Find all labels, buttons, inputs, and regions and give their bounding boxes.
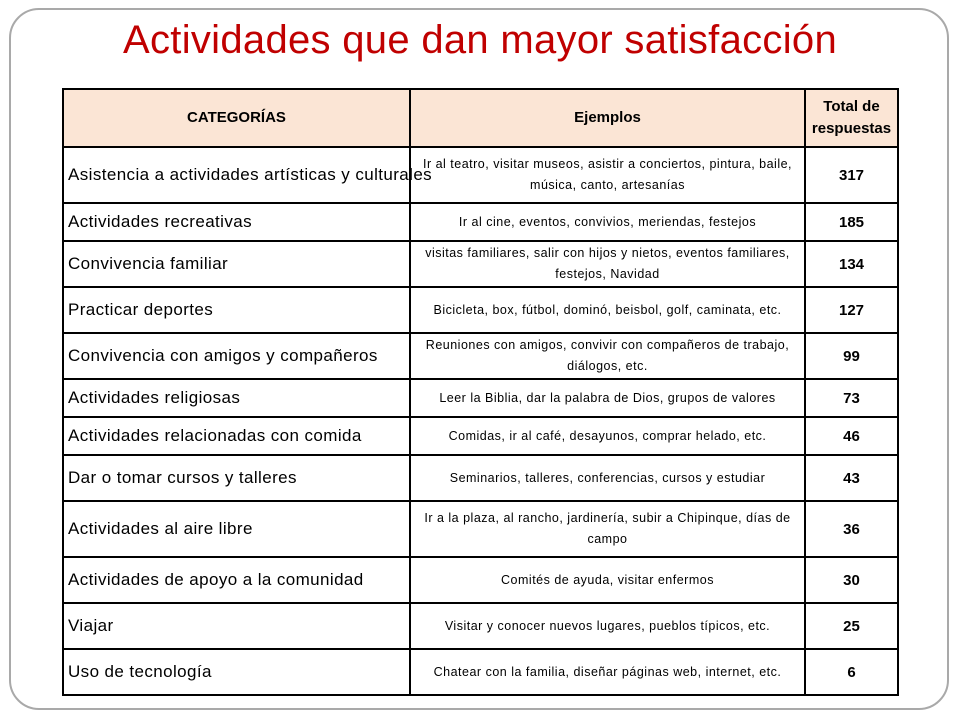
header-total: Total de respuestas [805,89,898,147]
category-cell: Uso de tecnología [63,649,410,695]
examples-cell: visitas familiares, salir con hijos y nietos, eventos familiares, festejos, Navidad [410,241,805,287]
total-cell: 46 [805,417,898,455]
total-cell: 43 [805,455,898,501]
category-cell: Actividades de apoyo a la comunidad [63,557,410,603]
table-row [63,501,898,557]
examples-cell: Ir al teatro, visitar museos, asistir a conciertos, pintura, baile, música, canto, artesanías [410,147,805,203]
activities-table [62,88,899,696]
total-cell: 36 [805,501,898,557]
table-row [63,147,898,203]
table-row [63,379,898,417]
total-cell: 99 [805,333,898,379]
category-cell: Dar o tomar cursos y talleres [63,455,410,501]
category-cell: Actividades religiosas [63,379,410,417]
total-cell: 6 [805,649,898,695]
table-row [63,603,898,649]
total-cell: 317 [805,147,898,203]
table-row [63,417,898,455]
category-cell: Actividades recreativas [63,203,410,241]
examples-cell: Visitar y conocer nuevos lugares, pueblos típicos, etc. [410,603,805,649]
slide-title: Actividades que dan mayor satisfacción [123,18,837,62]
table-row [63,455,898,501]
table-row [63,203,898,241]
examples-cell: Ir al cine, eventos, convivios, meriendas, festejos [410,203,805,241]
total-cell: 127 [805,287,898,333]
table-row [63,557,898,603]
examples-cell: Chatear con la familia, diseñar páginas web, internet, etc. [410,649,805,695]
header-category: CATEGORÍAS [63,89,410,147]
total-cell: 73 [805,379,898,417]
category-cell: Practicar deportes [63,287,410,333]
table-row [63,333,898,379]
examples-cell: Reuniones con amigos, convivir con compañeros de trabajo, diálogos, etc. [410,333,805,379]
examples-cell: Comités de ayuda, visitar enfermos [410,557,805,603]
total-cell: 185 [805,203,898,241]
category-cell: Viajar [63,603,410,649]
category-cell: Asistencia a actividades artísticas y culturales [63,147,410,203]
category-cell: Actividades relacionadas con comida [63,417,410,455]
examples-cell: Bicicleta, box, fútbol, dominó, beisbol, golf, caminata, etc. [410,287,805,333]
examples-cell: Leer la Biblia, dar la palabra de Dios, grupos de valores [410,379,805,417]
total-cell: 30 [805,557,898,603]
category-cell: Actividades al aire libre [63,501,410,557]
examples-cell: Comidas, ir al café, desayunos, comprar helado, etc. [410,417,805,455]
table-header-row [63,89,898,147]
table-row [63,287,898,333]
category-cell: Convivencia familiar [63,241,410,287]
total-cell: 134 [805,241,898,287]
table-row [63,241,898,287]
examples-cell: Ir a la plaza, al rancho, jardinería, subir a Chipinque, días de campo [410,501,805,557]
category-cell: Convivencia con amigos y compañeros [63,333,410,379]
table-row [63,649,898,695]
examples-cell: Seminarios, talleres, conferencias, cursos y estudiar [410,455,805,501]
total-cell: 25 [805,603,898,649]
header-examples: Ejemplos [410,89,805,147]
